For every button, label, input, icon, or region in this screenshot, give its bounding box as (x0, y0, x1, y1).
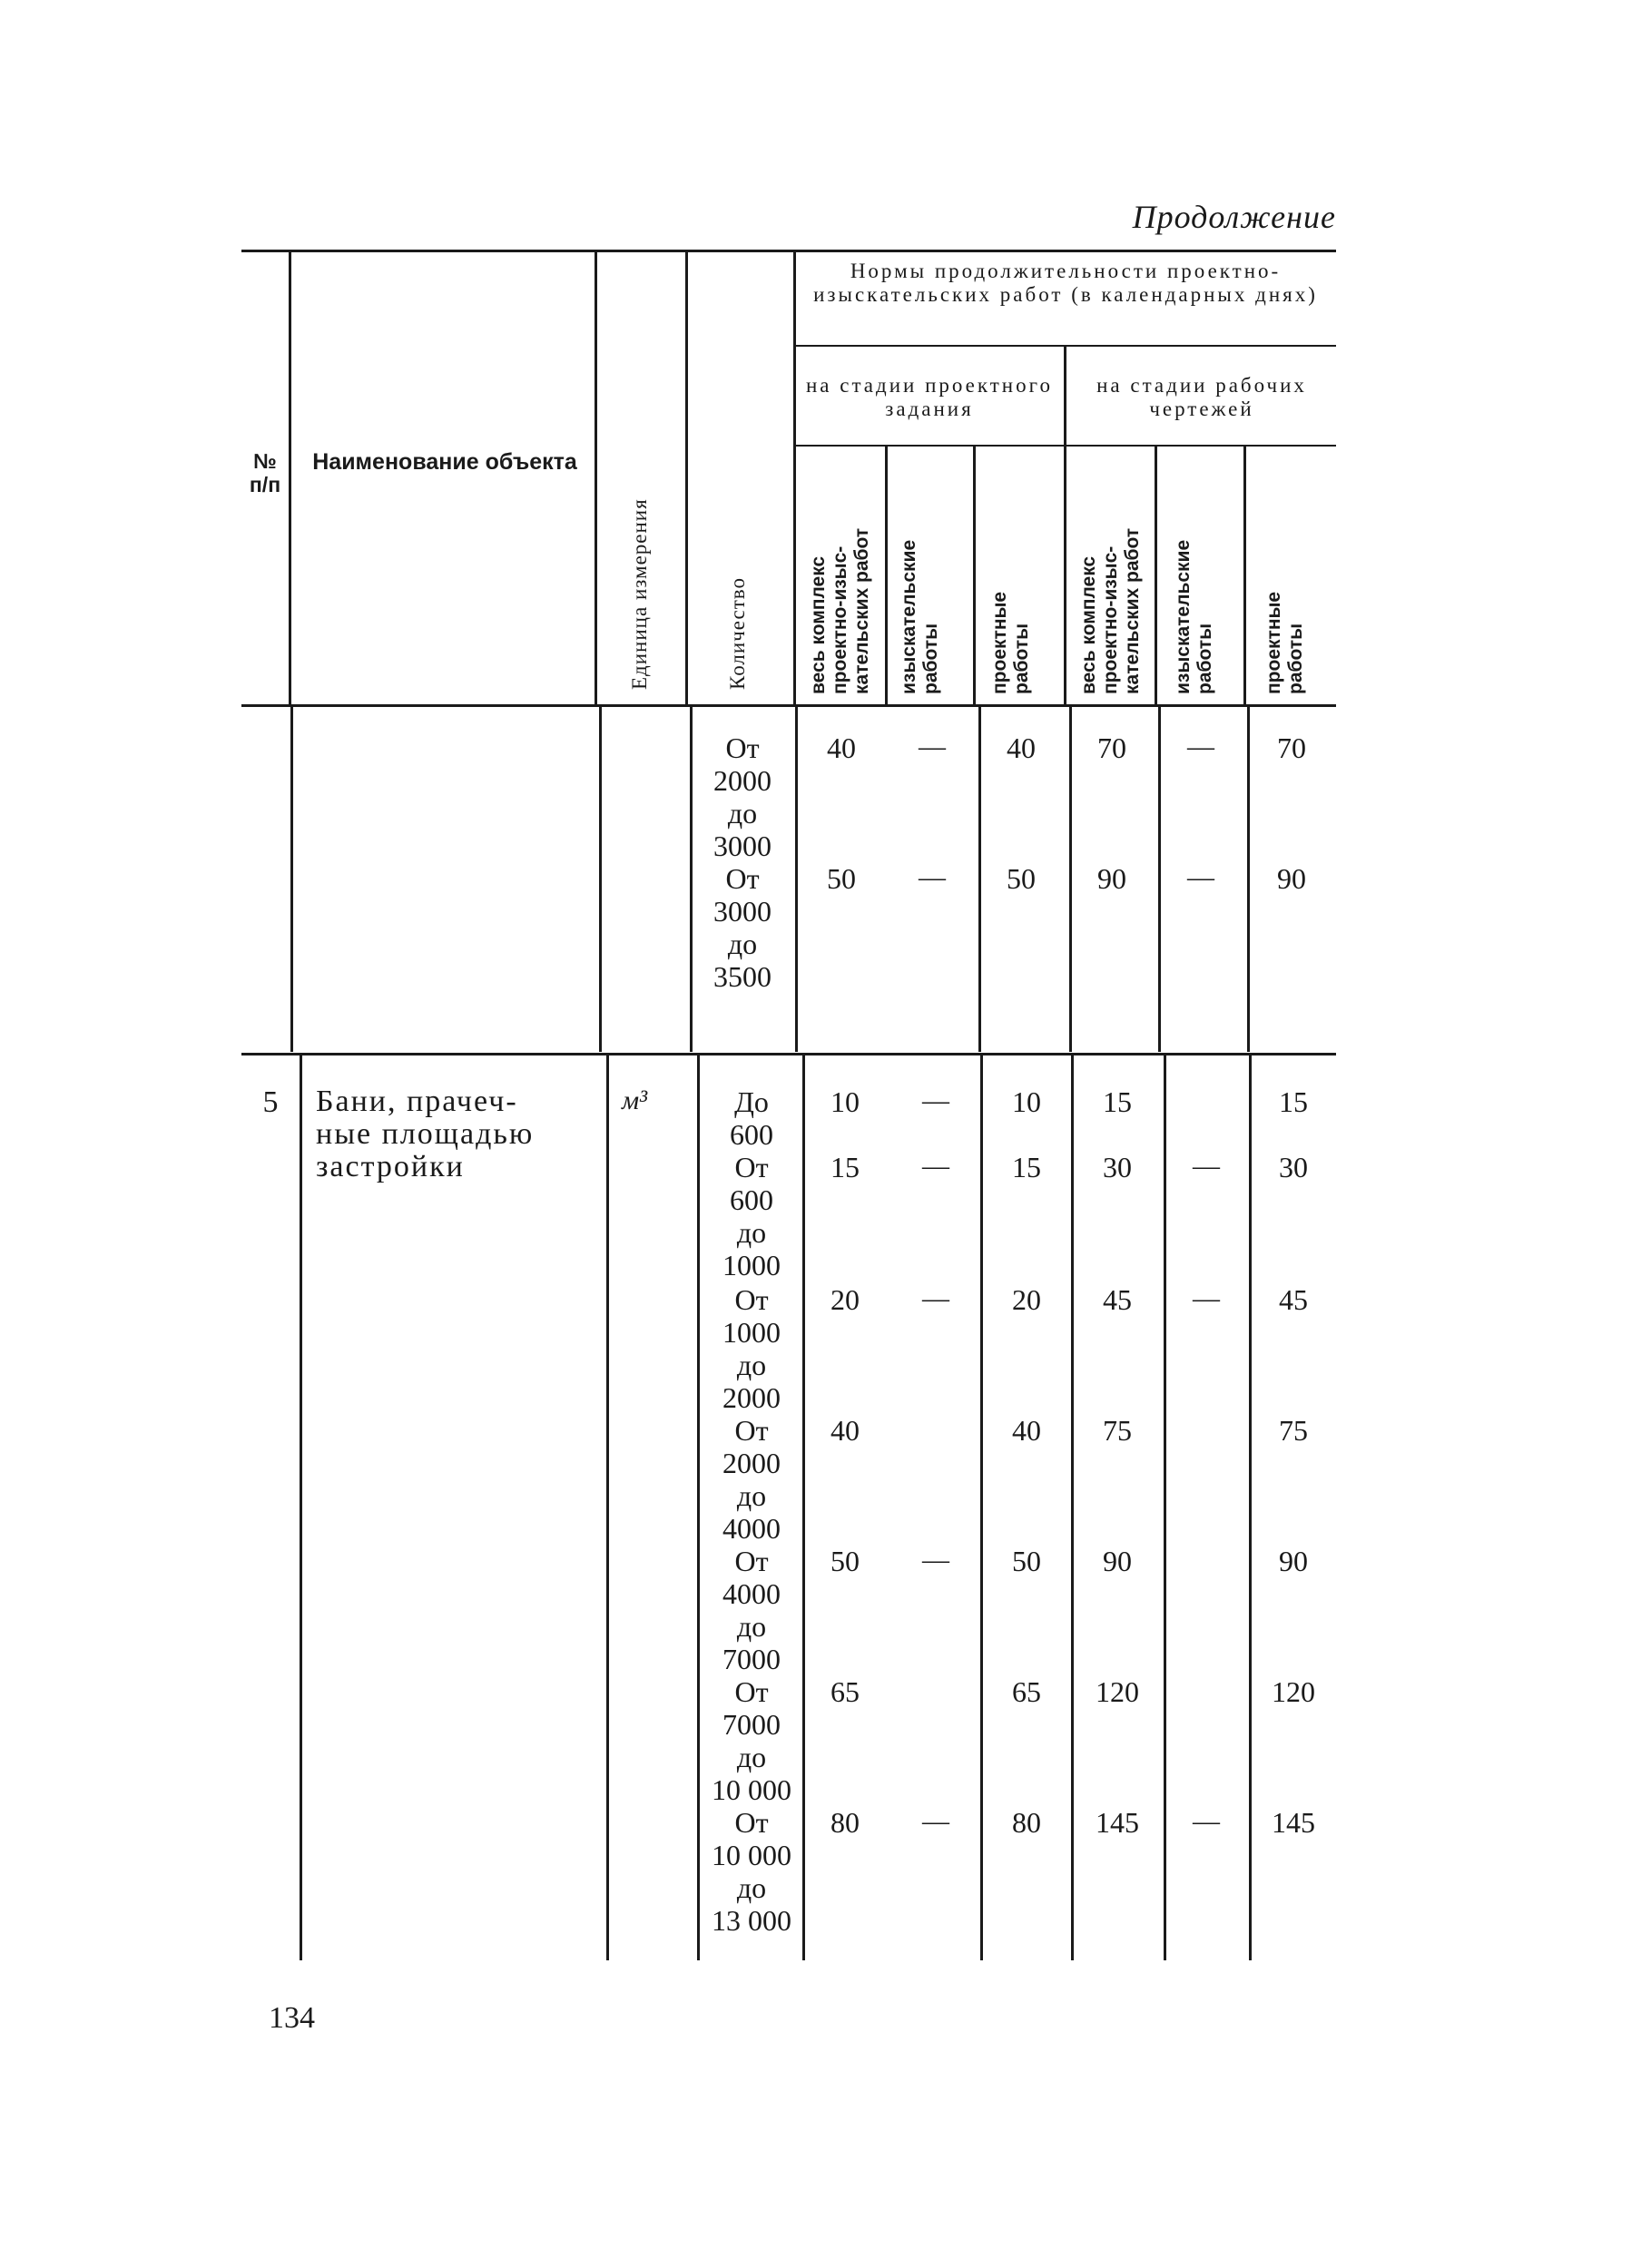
col-divider-3 (685, 252, 688, 706)
value-cell: 30 (1103, 1151, 1132, 1183)
value-cell: 145 (1096, 1806, 1139, 1839)
value-cell: 45 (1279, 1283, 1308, 1316)
value-cell: 20 (1012, 1283, 1041, 1316)
value-cell: 15 (1279, 1085, 1308, 1118)
b2-divider-2 (606, 1055, 609, 1960)
qty-cell: От 600 до 1000 (722, 1151, 781, 1281)
value-cell: 40 (830, 1414, 860, 1447)
header-bottom-rule (241, 704, 1336, 707)
value-cell: — (919, 731, 946, 761)
col-divider-4 (793, 252, 796, 706)
value-cell: — (1193, 1806, 1220, 1836)
col-no-header: № п/п (249, 449, 281, 496)
stage-project-header: на стадии проектного задания (806, 374, 1053, 420)
b2-divider-6 (1071, 1055, 1074, 1960)
object-name: Бани, прачеч- ные площадью застройки (316, 1085, 535, 1183)
value-cell: 70 (1277, 731, 1306, 764)
value-cell: 50 (1007, 862, 1036, 895)
value-cell: 15 (1012, 1151, 1041, 1183)
value-cell: — (1187, 731, 1214, 761)
value-cell: 20 (830, 1283, 860, 1316)
value-cell: 145 (1272, 1806, 1315, 1839)
value-cell: — (922, 1151, 949, 1181)
value-cell: 75 (1279, 1414, 1308, 1447)
value-cell: 90 (1279, 1545, 1308, 1577)
col-divider-6 (973, 447, 976, 706)
continuation-caption: Продолжение (1132, 199, 1336, 235)
col-divider-2 (595, 252, 597, 706)
qty-cell: От 10 000 до 13 000 (712, 1806, 791, 1937)
sub-complex-1: весь комплекс проектно-изыс- кательских работ (808, 527, 872, 694)
b2-divider-8 (1249, 1055, 1252, 1960)
value-cell: — (1193, 1151, 1220, 1181)
value-cell: 50 (827, 862, 856, 895)
value-cell: 50 (830, 1545, 860, 1577)
value-cell: — (1187, 862, 1214, 892)
qty-cell: От 1000 до 2000 (722, 1283, 781, 1414)
table-top-rule (241, 250, 1336, 252)
value-cell: 65 (830, 1675, 860, 1708)
page-number: 134 (269, 2001, 315, 2035)
b1-divider-1 (290, 707, 293, 1052)
value-cell: — (919, 862, 946, 892)
value-cell: 65 (1012, 1675, 1041, 1708)
value-cell: — (922, 1085, 949, 1115)
col-divider-5 (885, 447, 888, 706)
value-cell: 40 (1012, 1414, 1041, 1447)
value-cell: 75 (1103, 1414, 1132, 1447)
col-divider-1 (289, 252, 291, 706)
qty-cell: От 2000 до 4000 (722, 1414, 781, 1545)
sub-design-2: проектные работы (1263, 591, 1306, 694)
stage-working-header: на стадии рабочих чертежей (1096, 374, 1307, 420)
value-cell: 90 (1103, 1545, 1132, 1577)
value-cell: 40 (827, 731, 856, 764)
value-cell: 10 (1012, 1085, 1041, 1118)
sub-design-1: проектные работы (989, 591, 1032, 694)
value-cell: 15 (1103, 1085, 1132, 1118)
unit-cell: м³ (622, 1085, 648, 1115)
sub-complex-2: весь комплекс проектно-изыс- кательских работ (1078, 527, 1143, 694)
value-cell: 45 (1103, 1283, 1132, 1316)
sub-survey-1: изыскательские работы (899, 539, 941, 694)
item-number: 5 (262, 1085, 279, 1119)
col-unit-header: Единица измерения (628, 498, 651, 690)
qty-cell: До 600 (730, 1085, 773, 1151)
value-cell: 70 (1097, 731, 1126, 764)
col-qty-header: Количество (726, 577, 749, 690)
value-cell: 90 (1097, 862, 1126, 895)
col-divider-8 (1243, 447, 1246, 706)
col-name-header: Наименование объекта (312, 449, 577, 475)
value-cell: 15 (830, 1151, 860, 1183)
col-divider-7 (1155, 447, 1157, 706)
value-cell: 120 (1272, 1675, 1315, 1708)
sub-survey-2: изыскательские работы (1173, 539, 1215, 694)
qty-cell: От 7000 до 10 000 (712, 1675, 791, 1806)
qty-cell: От 2000 до 3000 (713, 731, 771, 862)
norms-header: Нормы продолжительности проектно-изыскательских работ (в календарных днях) (813, 260, 1318, 306)
value-cell: — (922, 1283, 949, 1313)
value-cell: 10 (830, 1085, 860, 1118)
qty-cell: От 3000 до 3500 (713, 862, 771, 993)
value-cell: 80 (1012, 1806, 1041, 1839)
value-cell: 50 (1012, 1545, 1041, 1577)
value-cell: 40 (1007, 731, 1036, 764)
qty-cell: От 4000 до 7000 (722, 1545, 781, 1675)
b2-divider-5 (980, 1055, 983, 1960)
col-divider-stage (1064, 347, 1066, 706)
b1-divider-2 (599, 707, 602, 1052)
value-cell: — (1193, 1283, 1220, 1313)
value-cell: 80 (830, 1806, 860, 1839)
value-cell: 30 (1279, 1151, 1308, 1183)
block-separator-rule (241, 1053, 1336, 1055)
value-cell: — (922, 1545, 949, 1575)
value-cell: — (922, 1806, 949, 1836)
b2-divider-1 (300, 1055, 302, 1960)
b1-divider-8 (1247, 707, 1250, 1052)
value-cell: 120 (1096, 1675, 1139, 1708)
value-cell: 90 (1277, 862, 1306, 895)
